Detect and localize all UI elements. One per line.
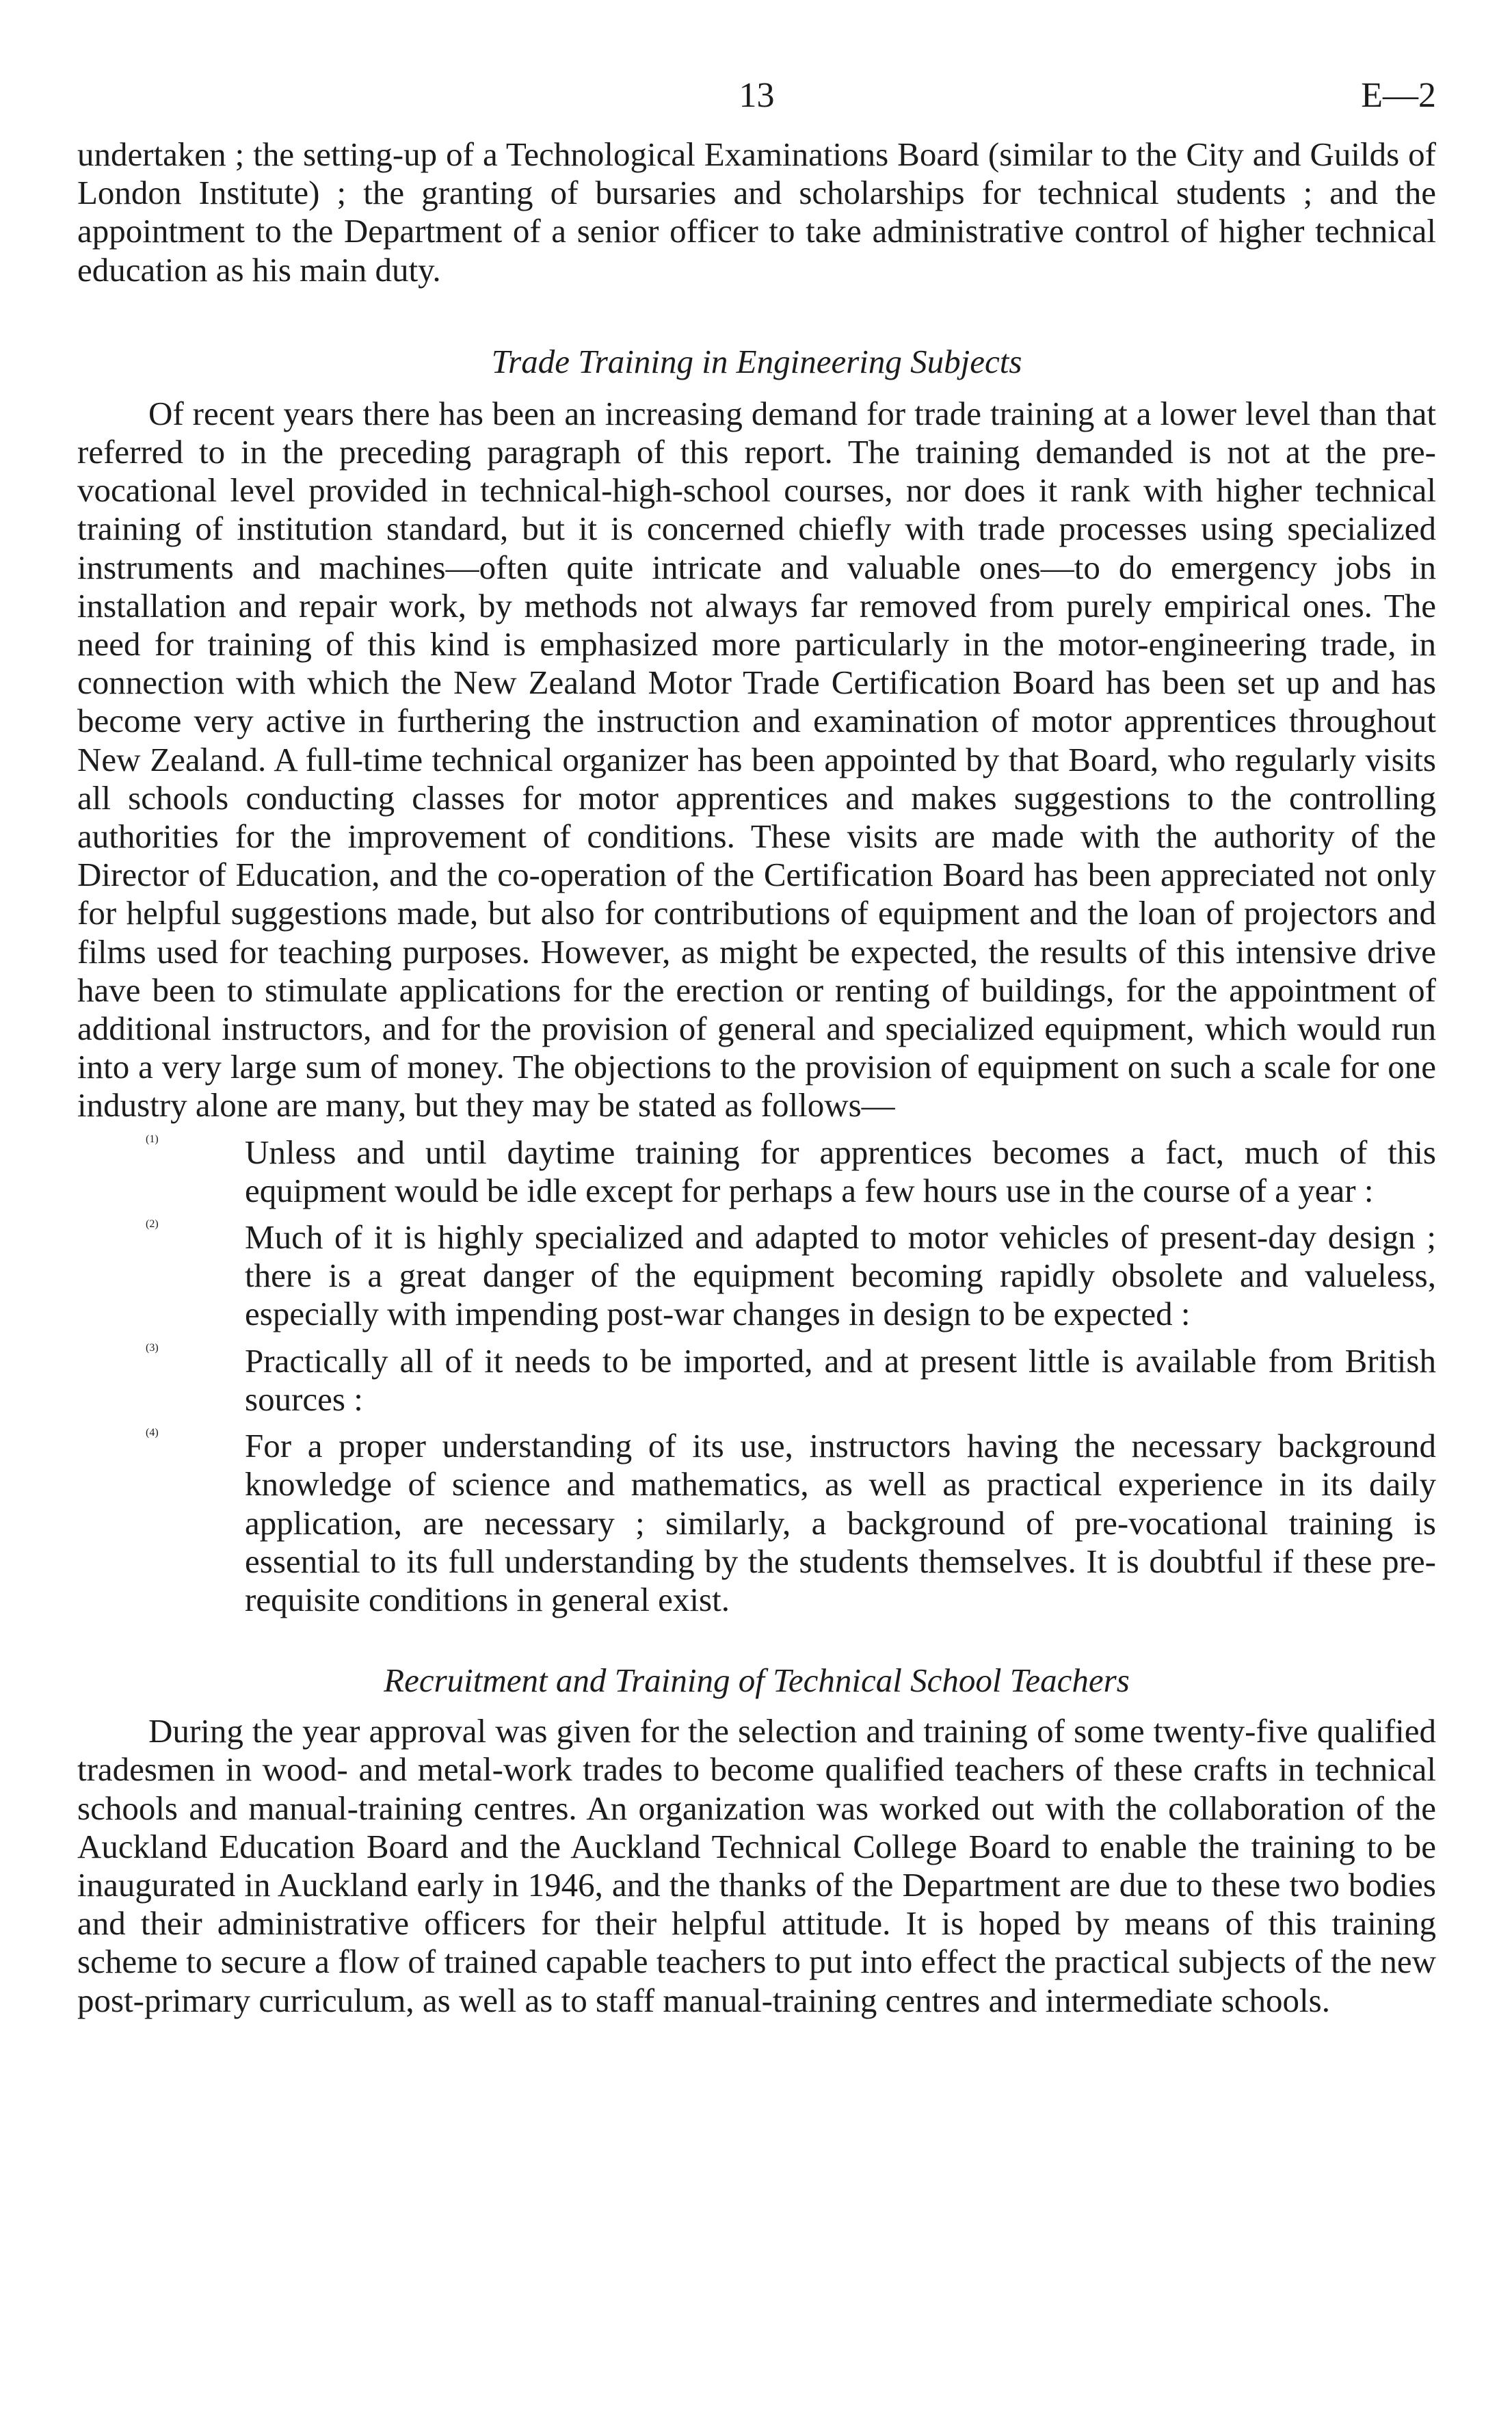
page-header xyxy=(77,68,1436,130)
list-item xyxy=(77,1342,1436,1419)
trade-training-paragraph: Of recent years there has been an increasing demand for trade training at a lower level than that referred to in the preceding paragraph of this report. The training demanded is not at the pre-vocational level provided in technical-high-school courses, nor does it rank with higher technical training of institution standard, but it is concerned chiefly with trade processes using specialized instruments and machines—often quite intricate and valuable ones—to do emergency jobs in installation and repair work, by methods not always far removed from purely empirical ones. The need for training of this kind is emphasized more particularly in the motor-engineering trade, in connection with which the New Zealand Motor Trade Certification Board has been set up and has become very active in furthering the instruction and examination of motor apprentices throughout New Zealand. A full-time technical organizer has been appointed by that Board, who regularly visits all schools conducting classes for motor apprentices and makes suggestions to the controlling authorities for the improvement of conditions. These visits are made with the authority of the Director of Education, and the co-operation of the Certification Board has been appreciated not only for helpful suggestions made, but also for contributions of equipment and the loan of projectors and films used for teaching purposes. However, as might be expected, the results of this intensive drive have been to stimulate applications for the erection or renting of buildings, for the appointment of additional instructors, and for the provision of general and specialized equipment, which would run into a very large sum of money. The objections to the provision of equipment on such a scale for one industry alone are many, but they may be stated as follows— xyxy=(77,394,1436,1125)
list-item xyxy=(77,1427,1436,1619)
list-item-text: Practically all of it needs to be imported, and at present little is available from British sources : xyxy=(245,1341,1436,1418)
list-item-number: (3) xyxy=(146,1341,159,1354)
list-item xyxy=(77,1133,1436,1210)
recruitment-paragraph: During the year approval was given for the selection and training of some twenty-five qualified tradesmen in wood- and metal-work trades to become qualified teachers of these crafts in technical schools and manual-training centres. An organization was worked out with the collaboration of the Auckland Education Board and the Auckland Technical College Board to enable the training to be inaugurated in Auckland early in 1946, and the thanks of the Department are due to these two bodies and their administrative officers for their helpful attitude. It is hoped by means of this training scheme to secure a flow of trained capable teachers to put into effect the practical subjects of the new post-primary curriculum, as well as to staff manual-training centres and intermediate schools. xyxy=(77,1712,1436,2019)
list-item-text: Unless and until daytime training for apprentices becomes a fact, much of this equipment would be idle except for perhaps a few hours use in the course of a year : xyxy=(245,1133,1436,1209)
document-page xyxy=(77,68,1436,2020)
list-item-number: (1) xyxy=(146,1133,159,1145)
objections-list xyxy=(77,1133,1436,1619)
section-heading-recruitment: Recruitment and Training of Technical School Teachers xyxy=(384,1661,1130,1700)
list-item-text: For a proper understanding of its use, instructors having the necessary background knowledge of science and mathematics, as well as practical experience in its daily application, are necessary ; similarly, a background of pre-vocational training is essential to its full understanding by the students themselves. It is doubtful if these pre-requisite conditions in general exist. xyxy=(245,1427,1436,1618)
section-heading-trade-training: Trade Training in Engineering Subjects xyxy=(491,342,1022,380)
page-number: 13 xyxy=(739,76,775,115)
document-code: E—2 xyxy=(1361,76,1436,115)
list-item xyxy=(77,1218,1436,1334)
intro-paragraph: undertaken ; the setting-up of a Technological Examinations Board (similar to the City and Guilds of London Institute) ; the granting of bursaries and scholarships for technical students ; and the appointment to the Department of a senior officer to take administrative control of higher technical education as his main duty. xyxy=(77,135,1436,289)
list-item-number: (2) xyxy=(146,1218,159,1231)
list-item-text: Much of it is highly specialized and adapted to motor vehicles of present-day design ; there is a great danger of the equipment becoming rapidly obsolete and valueless, especially with impending post-war changes in design to be expected : xyxy=(245,1218,1436,1333)
list-item-number: (4) xyxy=(146,1427,159,1439)
